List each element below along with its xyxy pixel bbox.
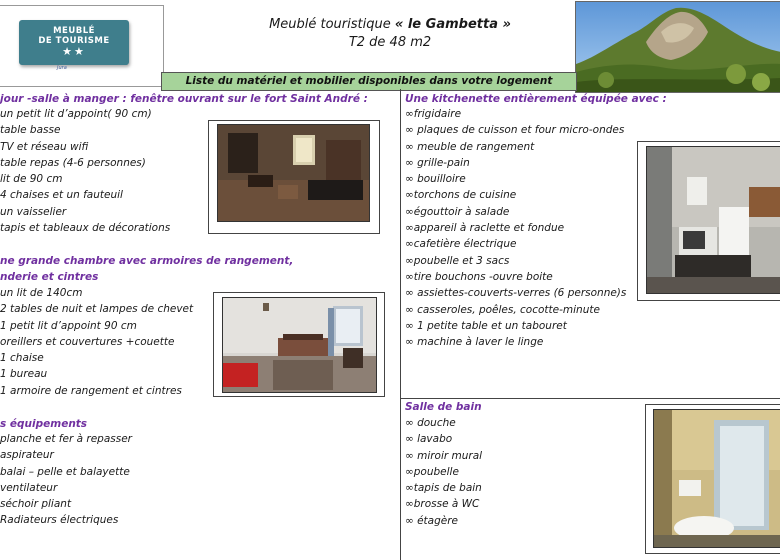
bathroom-photo xyxy=(653,409,780,548)
equipements-title: s équipements xyxy=(0,418,88,430)
list-item: ∞ casseroles, poêles, cocotte-minute xyxy=(405,303,600,316)
list-item: TV et réseau wifi xyxy=(0,140,89,153)
list-item: ∞ grille-pain xyxy=(405,156,470,169)
chambre-list xyxy=(0,285,193,399)
kitchen-title: Une kitchenette entièrement équipée avec : xyxy=(405,93,667,105)
list-item: ∞brosse à WC xyxy=(405,498,480,511)
list-item: ∞poubelle et 3 sacs xyxy=(405,254,510,267)
page-title xyxy=(230,16,550,34)
list-item: planche et fer à repasser xyxy=(0,433,132,445)
list-item: ∞ 1 petite table et un tabouret xyxy=(405,319,567,332)
list-item: ∞ douche xyxy=(405,417,456,429)
page-subtitle: T2 de 48 m2 xyxy=(348,35,432,50)
bathroom-list xyxy=(405,415,482,529)
chambre-title-line2: nderie et cintres xyxy=(0,271,99,283)
list-item: balai – pelle et balayette xyxy=(0,465,130,478)
equipements-list xyxy=(0,431,132,529)
list-item: ∞égouttoir à salade xyxy=(405,205,510,218)
list-item: ∞torchons de cuisine xyxy=(405,189,517,202)
list-item: aspirateur xyxy=(0,449,54,462)
list-item: 1 armoire de rangement et cintres xyxy=(0,384,182,397)
list-item: 2 tables de nuit et lampes de chevet xyxy=(0,303,194,316)
list-item: 1 petit lit d’appoint 90 cm xyxy=(0,319,137,332)
list-item: ∞ machine à laver le linge xyxy=(405,336,544,349)
list-item: table repas (4-6 personnes) xyxy=(0,156,146,169)
list-item: table basse xyxy=(0,124,61,137)
list-item: ∞ miroir mural xyxy=(405,449,483,462)
mountain-image xyxy=(576,2,780,92)
title-name: « le Gambetta » xyxy=(394,17,511,32)
list-item: lit de 90 cm xyxy=(0,173,63,186)
list-item: ∞ étagère xyxy=(405,514,458,527)
list-item: ∞poubelle xyxy=(405,465,459,478)
sejour-title: jour -salle à manger : fenêtre ouvrant sur le fort Saint André : xyxy=(0,93,368,105)
list-item: ∞ lavabo xyxy=(405,433,453,446)
list-item: 1 bureau xyxy=(0,368,48,381)
list-item: 1 chaise xyxy=(0,352,44,365)
list-item: ∞ meuble de rangement xyxy=(405,140,535,153)
list-item: ∞tapis de bain xyxy=(405,482,482,495)
document-header xyxy=(230,16,550,52)
logo-line2: DE TOURISME xyxy=(38,36,110,46)
kitchen-photo xyxy=(646,146,780,294)
logo-line1: MEUBLÉ xyxy=(53,26,95,36)
meuble-tourisme-logo xyxy=(19,20,129,71)
bathroom-title: Salle de bain xyxy=(405,401,482,413)
list-item: ∞tire bouchons -ouvre boite xyxy=(405,270,553,283)
list-item: tapis et tableaux de décorations xyxy=(0,222,171,235)
list-item: un petit lit d’appoint( 90 cm) xyxy=(0,108,152,120)
bedroom-photo xyxy=(222,297,377,393)
list-item: ventilateur xyxy=(0,481,58,494)
logo-stars: ★★ xyxy=(62,45,86,58)
list-item: ∞ bouilloire xyxy=(405,173,466,186)
logo-tagline: Jura xyxy=(57,65,67,71)
title-prefix: Meublé touristique xyxy=(269,17,395,32)
list-item: ∞ assiettes-couverts-verres (6 personne)s xyxy=(405,287,627,300)
list-item: un lit de 140cm xyxy=(0,287,83,299)
list-item: 4 chaises et un fauteuil xyxy=(0,189,123,202)
fort-mountain-photo xyxy=(575,1,780,93)
list-item: un vaisselier xyxy=(0,205,67,218)
chambre-title xyxy=(0,253,293,285)
kitchen-list xyxy=(405,106,626,350)
living-room-photo xyxy=(217,124,370,222)
sejour-list xyxy=(0,106,170,236)
chambre-title-line1: ne grande chambre avec armoires de rangement, xyxy=(0,255,294,267)
column-divider xyxy=(400,89,401,560)
list-item: ∞frigidaire xyxy=(405,108,462,120)
list-item: oreillers et couvertures +couette xyxy=(0,335,175,348)
list-item: ∞appareil à raclette et fondue xyxy=(405,222,565,235)
list-item: Radiateurs électriques xyxy=(0,514,119,527)
list-item: ∞cafetière électrique xyxy=(405,238,517,251)
section-banner: Liste du matériel et mobilier disponibles dans votre logement xyxy=(161,72,577,91)
list-item: ∞ plaques de cuisson et four micro-ondes xyxy=(405,124,625,137)
list-item: séchoir pliant xyxy=(0,498,72,511)
